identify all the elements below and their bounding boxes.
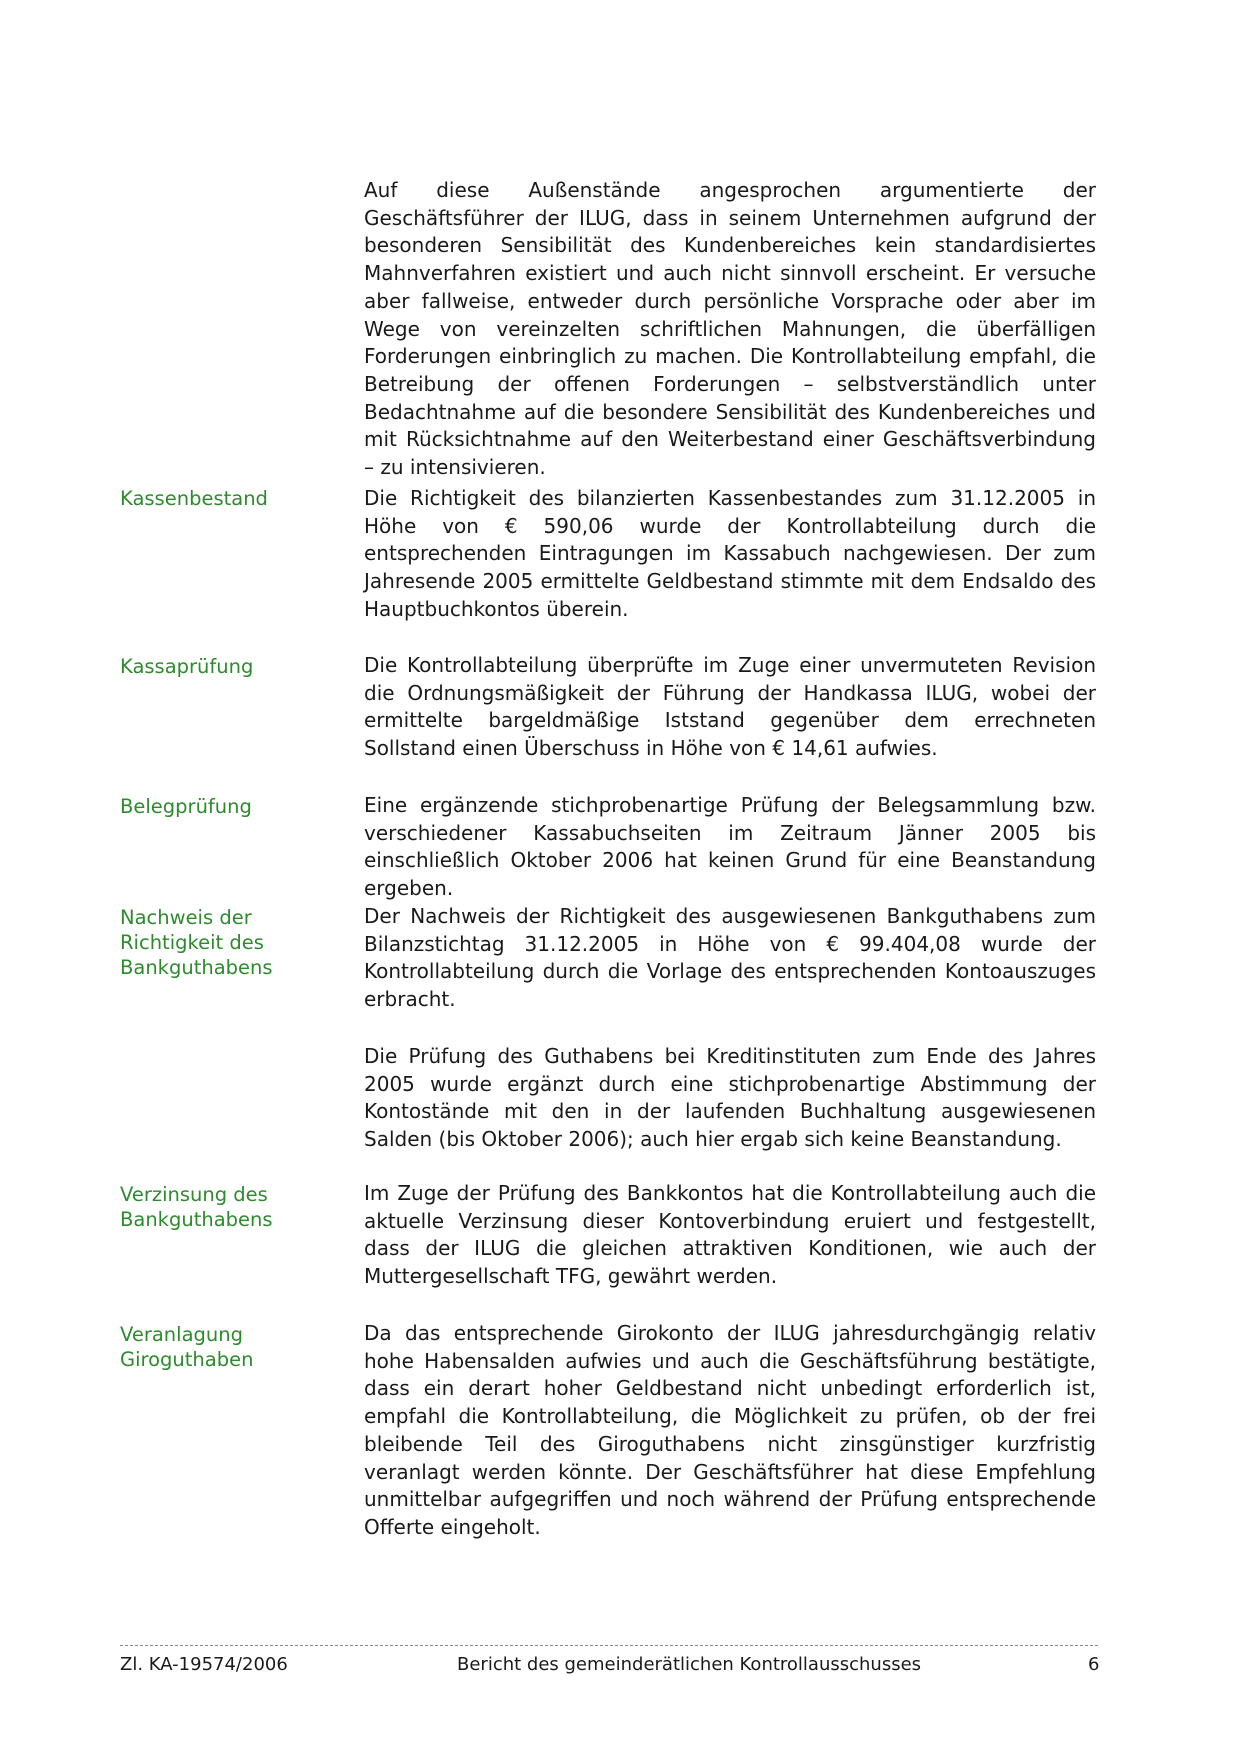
margin-heading-line: Bankguthabens xyxy=(120,1208,273,1231)
margin-heading-line: Giroguthaben xyxy=(120,1348,254,1371)
footer-divider xyxy=(120,1645,1098,1646)
paragraph-belegpruefung: Eine ergänzende stichprobenartige Prüfung der Belegsammlung bzw. verschiedener Kassabuchseiten im Zeitraum Jänner 2005 bis einschließlich Oktober 2006 hat keinen Grund für eine Beanstandung ergeben. xyxy=(364,793,1096,901)
margin-heading-line: Richtigkeit des xyxy=(120,931,264,954)
paragraph-nachweis-bankguthaben: Der Nachweis der Richtigkeit des ausgewiesenen Bankguthabens zum Bilanzstichtag 31.12.2005 in Höhe von € 99.404,08 wurde der Kontrollabteilung durch die Vorlage des entsprechenden Kontoauszuges erbracht. xyxy=(364,904,1096,1012)
footer-title: Bericht des gemeinderätlichen Kontrollausschusses xyxy=(457,1654,922,1675)
page-number: 6 xyxy=(1088,1654,1100,1675)
margin-heading-belegpruefung: Belegprüfung xyxy=(120,795,252,818)
intro-paragraph: Auf diese Außenstände angesprochen argumentierte der Geschäftsführer der ILUG, dass in seinem Unternehmen aufgrund der besonderen Sensibilität des Kundenbereiches kein standardisiertes Mahnverfahren existiert und auch nicht sinnvoll erscheint. Er versuche aber fallweise, entweder durch persönliche Vorsprache oder aber im Wege von vereinzelten schriftlichen Mahnungen, die überfälligen Forderungen einbringlich zu machen. Die Kontrollabteilung empfahl, die Betreibung der offenen Forderungen – selbstverständlich unter Bedachtnahme auf die besondere Sensibilität des Kundenbereiches und mit Rücksichtnahme auf den Weiterbestand einer Geschäftsverbindung – zu intensivieren. xyxy=(364,178,1096,480)
margin-heading-kassenbestand: Kassenbestand xyxy=(120,487,268,510)
paragraph-verzinsung: Im Zuge der Prüfung des Bankkontos hat die Kontrollabteilung auch die aktuelle Verzinsung dieser Kontoverbindung eruiert und festgestellt, dass der ILUG die gleichen attraktiven Konditionen, wie auch der Muttergesellschaft TFG, gewährt werden. xyxy=(364,1181,1096,1289)
margin-heading-line: Nachweis der xyxy=(120,906,252,929)
margin-heading-veranlagung xyxy=(120,1322,320,1372)
margin-heading-line: Veranlagung xyxy=(120,1323,243,1346)
margin-heading-nachweis-bankguthaben xyxy=(120,905,320,980)
footer-reference: Zl. KA-19574/2006 xyxy=(120,1654,288,1675)
paragraph-kassapruefung: Die Kontrollabteilung überprüfte im Zuge einer unvermuteten Revision die Ordnungsmäßigkeit der Führung der Handkassa ILUG, wobei der ermittelte bargeldmäßige Iststand gegenüber dem errechneten Sollstand einen Überschuss in Höhe von € 14,61 aufwies. xyxy=(364,653,1096,761)
margin-heading-line: Bankguthabens xyxy=(120,956,273,979)
paragraph-veranlagung: Da das entsprechende Girokonto der ILUG jahresdurchgängig relativ hohe Habensalden aufwies und auch die Geschäftsführung bestätigte, dass ein derart hoher Geldbestand nicht unbedingt erforderlich ist, empfahl die Kontrollabteilung, die Möglichkeit zu prüfen, ob der frei bleibende Teil des Giroguthabens nicht zinsgünstiger kurzfristig veranlagt werden könnte. Der Geschäftsführer hat diese Empfehlung unmittelbar aufgegriffen und noch während der Prüfung entsprechende Offerte eingeholt. xyxy=(364,1321,1096,1539)
margin-heading-verzinsung xyxy=(120,1182,320,1232)
margin-heading-line: Verzinsung des xyxy=(120,1183,268,1206)
paragraph-pruefung-guthaben: Die Prüfung des Guthabens bei Kreditinstituten zum Ende des Jahres 2005 wurde ergänzt durch eine stichprobenartige Abstimmung der Kontostände mit den in der laufenden Buchhaltung ausgewiesenen Salden (bis Oktober 2006); auch hier ergab sich keine Beanstandung. xyxy=(364,1044,1096,1152)
margin-heading-kassapruefung: Kassaprüfung xyxy=(120,655,254,678)
paragraph-kassenbestand: Die Richtigkeit des bilanzierten Kassenbestandes zum 31.12.2005 in Höhe von € 590,06 wurde der Kontrollabteilung durch die entsprechenden Eintragungen im Kassabuch nachgewiesen. Der zum Jahresende 2005 ermittelte Geldbestand stimmte mit dem Endsaldo des Hauptbuchkontos überein. xyxy=(364,486,1096,621)
